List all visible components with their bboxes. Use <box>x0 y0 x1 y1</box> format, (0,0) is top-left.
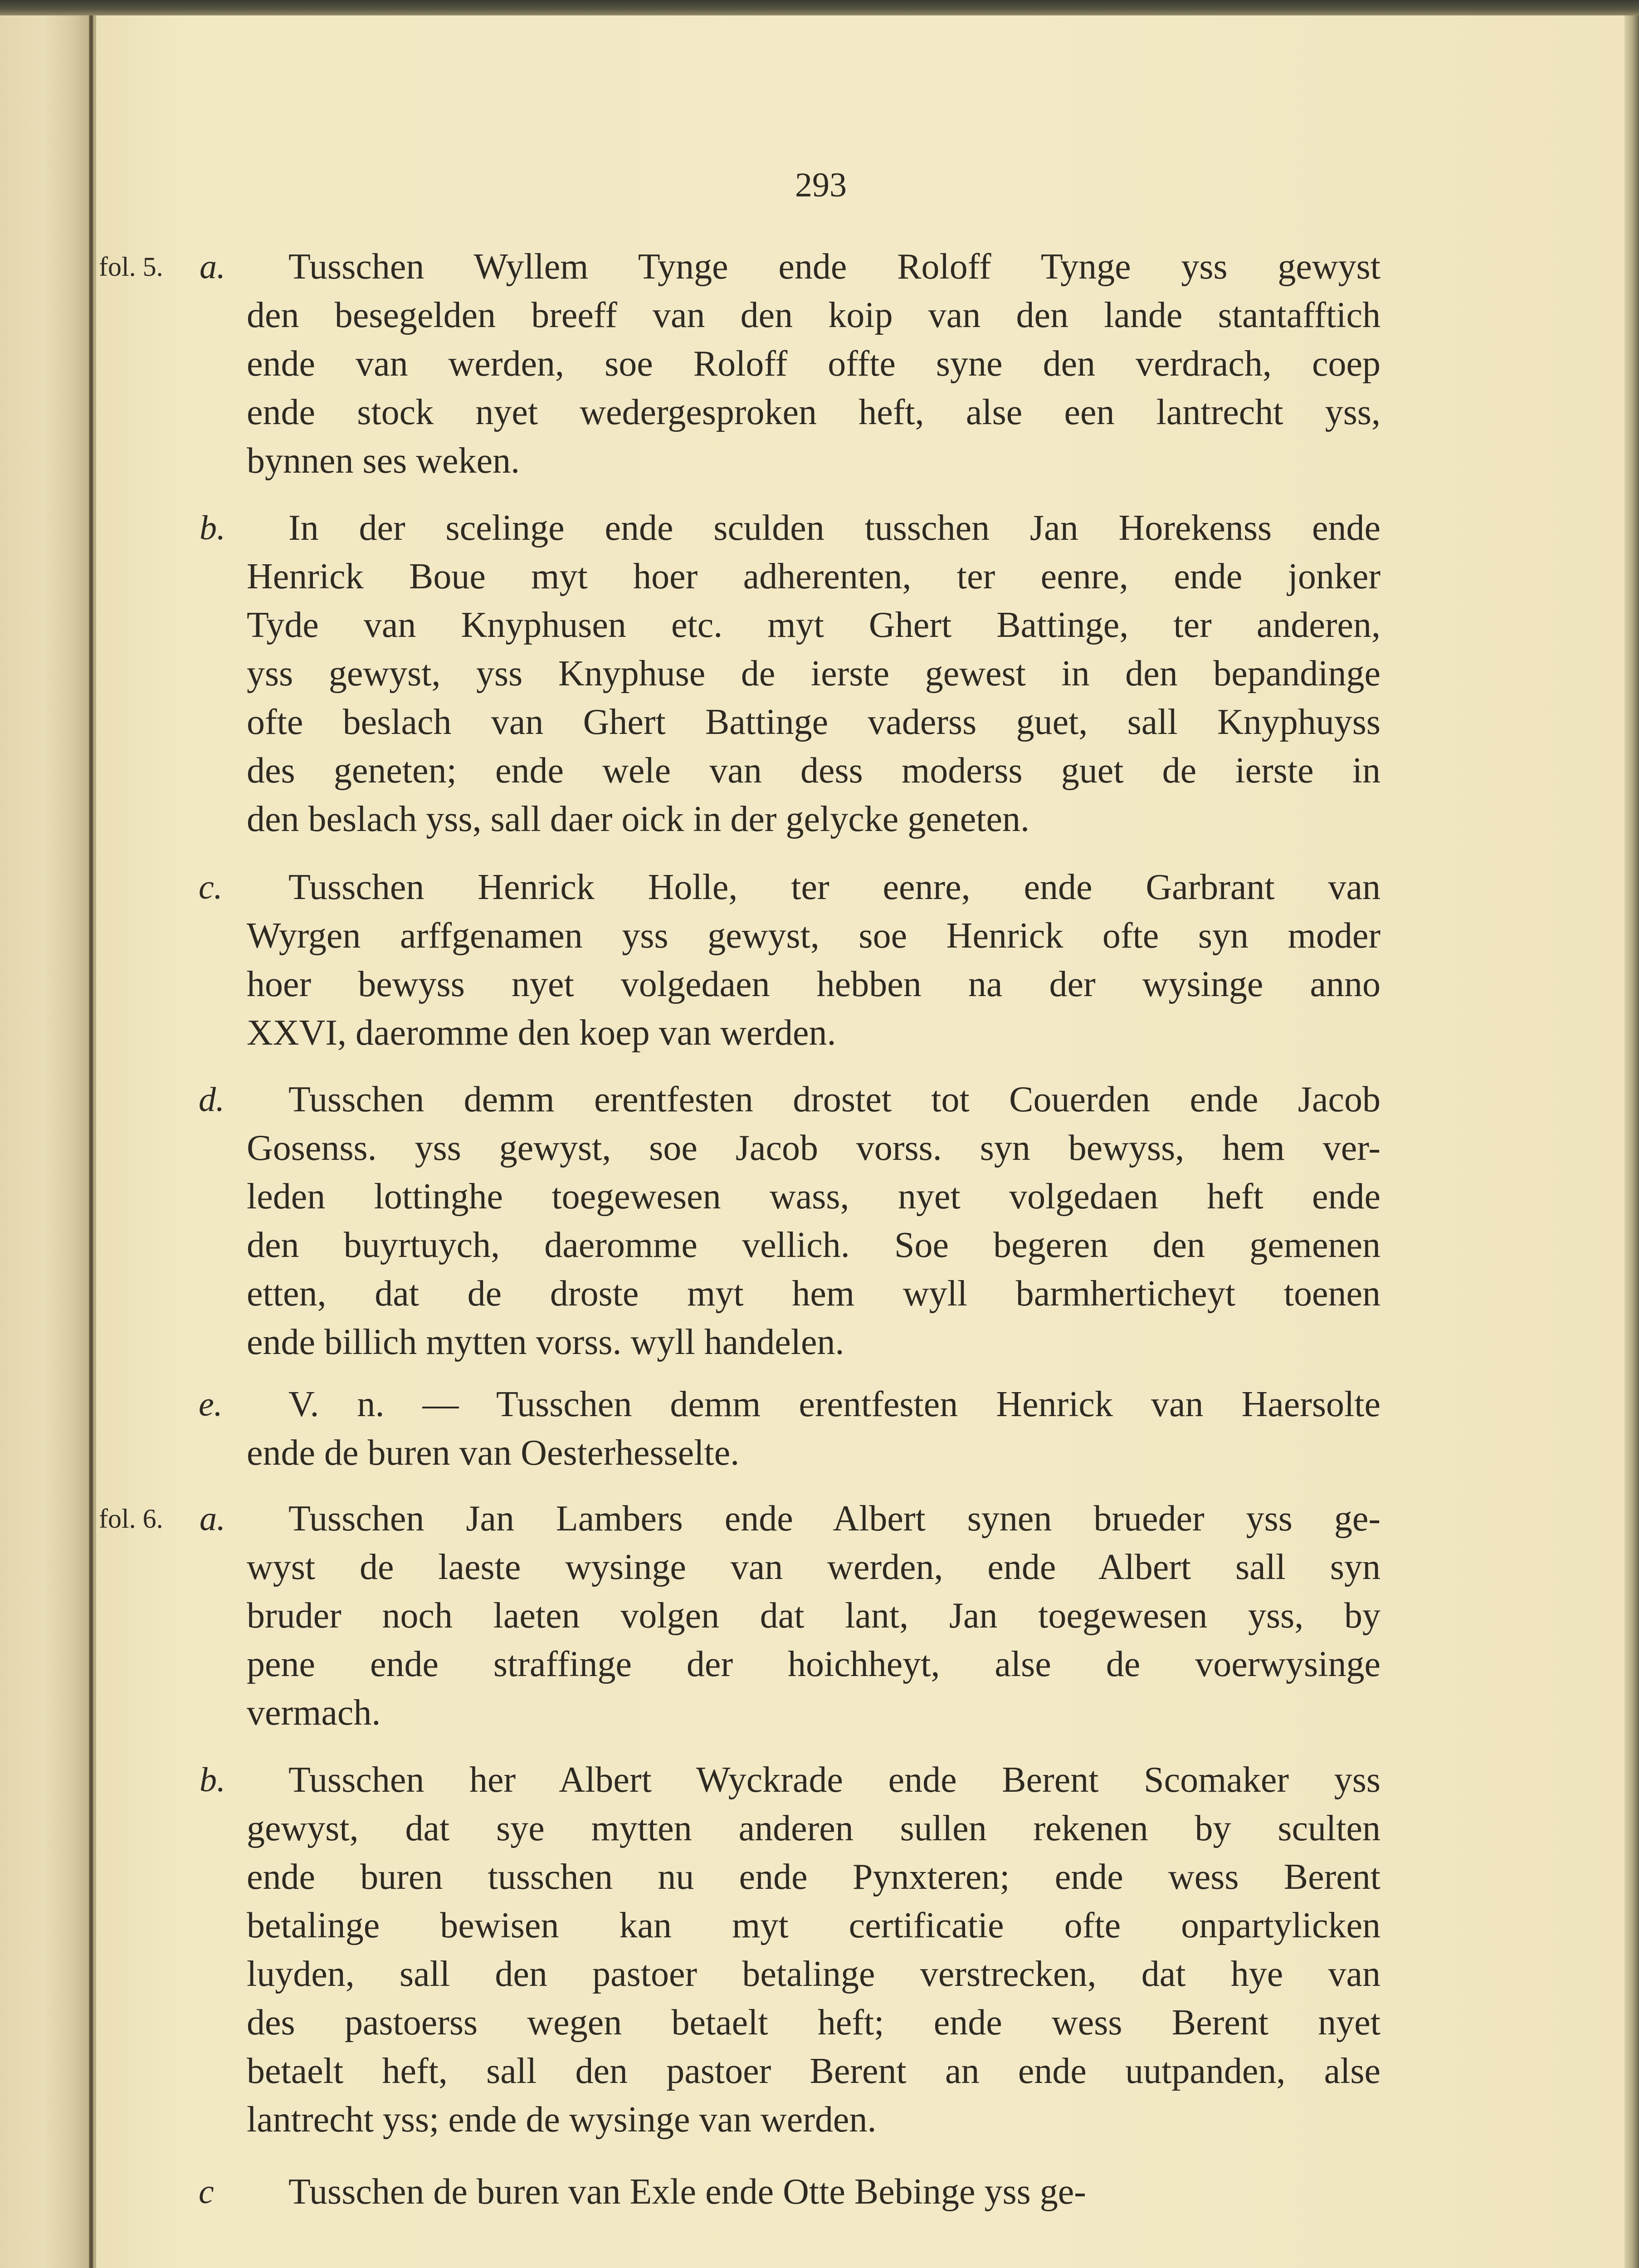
text-line: ende billich mytten vorss. wyll handelen. <box>247 1322 844 1362</box>
text-line: den buyrtuych, daeromme vellich. Soe begeren den gemenen <box>247 1225 1380 1265</box>
text-line: Tusschen Jan Lambers ende Albert synen brueder yss ge- <box>288 1499 1380 1539</box>
text-line: Tusschen Henrick Holle, ter eenre, ende Garbrant van <box>288 867 1380 907</box>
text-line: ende van werden, soe Roloff offte syne den verdrach, coep <box>247 344 1380 384</box>
text-line: lantrecht yss; ende de wysinge van werden. <box>247 2100 877 2140</box>
entry-letter: c <box>199 2173 214 2211</box>
text-line: V. n. — Tusschen demm erentfesten Henrick van Haersolte <box>288 1384 1380 1424</box>
folio-marker: fol. 5. <box>99 252 163 282</box>
text-line: wyst de laeste wysinge van werden, ende Albert sall syn <box>247 1547 1380 1587</box>
text-line: Henrick Boue myt hoer adherenten, ter eenre, ende jonker <box>247 557 1380 596</box>
text-line: XXVI, daeromme den koep van werden. <box>247 1013 836 1053</box>
text-line: In der scelinge ende sculden tusschen Jan Horekenss ende <box>288 508 1380 548</box>
text-line: den besegelden breeff van den koip van den lande stantafftich <box>247 295 1380 335</box>
text-line: bruder noch laeten volgen dat lant, Jan toegewesen yss, by <box>247 1596 1380 1636</box>
entry-letter: a. <box>200 1500 225 1538</box>
entry-letter: a. <box>200 248 225 286</box>
text-line: pene ende straffinge der hoichheyt, alse de voerwysinge <box>247 1644 1380 1684</box>
text-line: ende stock nyet wedergesproken heft, alse een lantrecht yss, <box>247 392 1380 432</box>
text-line: bynnen ses weken. <box>247 441 520 481</box>
page-number: 293 <box>795 166 847 204</box>
text-line: Tusschen her Albert Wyckrade ende Berent Scomaker yss <box>288 1760 1380 1800</box>
entry-letter: b. <box>200 1761 225 1799</box>
text-line: des pastoerss wegen betaelt heft; ende wess Berent nyet <box>247 2003 1380 2043</box>
text-line: des geneten; ende wele van dess moderss guet de ierste in <box>247 751 1380 791</box>
text-line: Wyrgen arffgenamen yss gewyst, soe Henrick ofte syn moder <box>247 916 1380 956</box>
text-line: Tusschen Wyllem Tynge ende Roloff Tynge yss gewyst <box>288 247 1380 287</box>
entry-letter: b. <box>200 509 225 547</box>
text-line: ofte beslach van Ghert Battinge vaderss guet, sall Knyphuyss <box>247 702 1380 742</box>
folio-marker: fol. 6. <box>99 1504 163 1534</box>
text-line: hoer bewyss nyet volgedaen hebben na der wysinge anno <box>247 964 1380 1004</box>
text-line: betalinge bewisen kan myt certificatie ofte onpartylicken <box>247 1906 1380 1945</box>
text-line: Tusschen de buren van Exle ende Otte Bebinge yss ge- <box>288 2172 1086 2212</box>
text-line: den beslach yss, sall daer oick in der gelycke geneten. <box>247 799 1030 839</box>
text-line: ende de buren van Oesterhesselte. <box>247 1433 740 1473</box>
text-line: yss gewyst, yss Knyphuse de ierste gewest in den bepandinge <box>247 654 1380 694</box>
text-line: leden lottinghe toegewesen wass, nyet volgedaen heft ende <box>247 1177 1380 1217</box>
entry-letter: e. <box>199 1385 223 1423</box>
text-line: ende buren tusschen nu ende Pynxteren; ende wess Berent <box>247 1857 1380 1897</box>
text-line: vermach. <box>247 1693 381 1733</box>
entry-letter: d. <box>199 1080 224 1119</box>
text-line: luyden, sall den pastoer betalinge verstrecken, dat hye van <box>247 1954 1380 1994</box>
text-line: Gosenss. yss gewyst, soe Jacob vorss. syn bewyss, hem ver- <box>247 1128 1380 1168</box>
text-line: betaelt heft, sall den pastoer Berent an ende uutpanden, alse <box>247 2051 1380 2091</box>
text-line: etten, dat de droste myt hem wyll barmherticheyt toenen <box>247 1274 1380 1314</box>
text-line: gewyst, dat sye mytten anderen sullen rekenen by sculten <box>247 1809 1380 1848</box>
text-line: Tusschen demm erentfesten drostet tot Couerden ende Jacob <box>288 1080 1380 1119</box>
text-line: Tyde van Knyphusen etc. myt Ghert Battinge, ter anderen, <box>247 605 1380 645</box>
entry-letter: c. <box>199 868 223 906</box>
